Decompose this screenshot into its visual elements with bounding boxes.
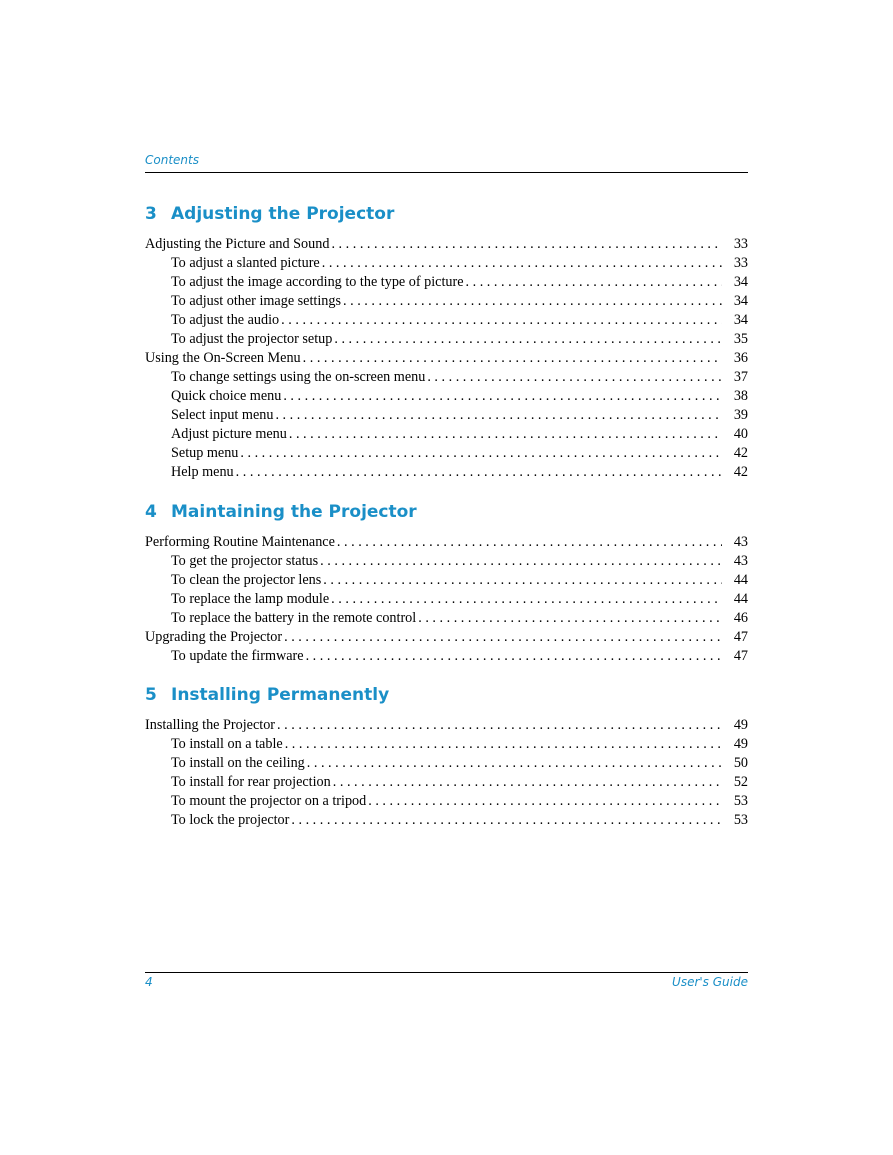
dot-leader (333, 774, 722, 791)
toc-page-number: 46 (733, 610, 748, 626)
dot-leader (307, 755, 722, 772)
dot-leader (323, 572, 722, 589)
chapter-heading (145, 684, 748, 706)
toc-page-number: 37 (733, 369, 748, 385)
toc-entry-label: To update the firmware (171, 648, 304, 664)
dot-leader (320, 553, 722, 570)
dot-leader (322, 255, 722, 272)
toc-page-number: 52 (733, 774, 748, 790)
dot-leader (427, 369, 722, 386)
dot-leader (418, 610, 722, 627)
toc-page-number: 42 (733, 445, 748, 461)
dot-leader (275, 407, 722, 424)
toc-subentry[interactable] (145, 331, 748, 350)
toc-page-number: 34 (733, 293, 748, 309)
toc-entry-label: To clean the projector lens (171, 572, 322, 588)
chapter-title: Installing Permanently (171, 685, 390, 705)
toc-page-number: 43 (733, 534, 748, 550)
chapter-heading (145, 501, 748, 523)
toc-entry-label: To adjust the projector setup (171, 331, 333, 347)
dot-leader (291, 812, 722, 829)
dot-leader (337, 534, 722, 551)
toc-page-number: 38 (733, 388, 748, 404)
toc-subentry[interactable] (145, 407, 748, 426)
toc-entry-label: Upgrading the Projector (145, 629, 283, 645)
chapter-section (145, 203, 748, 483)
footer-rule (145, 972, 748, 973)
dot-leader (306, 648, 722, 665)
toc-entry-label: To replace the lamp module (171, 591, 330, 607)
toc-subentry[interactable] (145, 388, 748, 407)
chapter-section (145, 684, 748, 831)
toc-entry[interactable] (145, 629, 748, 648)
toc-subentry[interactable] (145, 274, 748, 293)
toc-page-number: 53 (733, 793, 748, 809)
toc-subentry[interactable] (145, 648, 748, 667)
toc-entry-label: Installing the Projector (145, 717, 276, 733)
toc-entry-label: To adjust other image settings (171, 293, 342, 309)
toc-subentry[interactable] (145, 572, 748, 591)
dot-leader (466, 274, 722, 291)
toc-entry-label: To install for rear projection (171, 774, 331, 790)
toc-entry[interactable] (145, 717, 748, 736)
toc-entry[interactable] (145, 236, 748, 255)
toc-entry-label: Performing Routine Maintenance (145, 534, 335, 550)
dot-leader (334, 331, 722, 348)
dot-leader (240, 445, 722, 462)
toc-subentry[interactable] (145, 369, 748, 388)
header-rule (145, 172, 748, 173)
dot-leader (289, 426, 722, 443)
toc-entry-label: Setup menu (171, 445, 239, 461)
footer-page-number: 4 (145, 975, 153, 989)
dot-leader (331, 591, 722, 608)
toc-page-number: 44 (733, 572, 748, 588)
dot-leader (303, 350, 722, 367)
toc-entry-label: To adjust a slanted picture (171, 255, 320, 271)
toc-subentry[interactable] (145, 755, 748, 774)
toc-page-number: 47 (733, 648, 748, 664)
toc-entry-label: To install on a table (171, 736, 283, 752)
toc-entry[interactable] (145, 534, 748, 553)
toc-page-number: 53 (733, 812, 748, 828)
dot-leader (368, 793, 722, 810)
toc-subentry[interactable] (145, 426, 748, 445)
toc-page-number: 49 (733, 736, 748, 752)
dot-leader (277, 717, 722, 734)
toc-page-number: 43 (733, 553, 748, 569)
toc-entry-label: Select input menu (171, 407, 274, 423)
toc-page-number: 33 (733, 236, 748, 252)
toc-entry-label: To mount the projector on a tripod (171, 793, 367, 809)
toc-entry[interactable] (145, 350, 748, 369)
toc-page-number: 33 (733, 255, 748, 271)
footer-guide-title: User's Guide (672, 975, 748, 989)
toc-entry-label: Using the On-Screen Menu (145, 350, 301, 366)
dot-leader (284, 629, 722, 646)
toc-entry-label: Adjust picture menu (171, 426, 287, 442)
toc-page-number: 36 (733, 350, 748, 366)
toc-entry-label: Adjusting the Picture and Sound (145, 236, 330, 252)
toc-page-number: 34 (733, 274, 748, 290)
toc-page-number: 50 (733, 755, 748, 771)
toc-subentry[interactable] (145, 255, 748, 274)
toc-subentry[interactable] (145, 774, 748, 793)
dot-leader (343, 293, 722, 310)
toc-subentry[interactable] (145, 736, 748, 755)
dot-leader (283, 388, 722, 405)
toc-subentry[interactable] (145, 464, 748, 483)
dot-leader (236, 464, 722, 481)
chapter-number: 4 (145, 502, 157, 522)
dot-leader (331, 236, 722, 253)
toc-entry-label: To adjust the image according to the type of picture (171, 274, 464, 290)
chapter-title: Adjusting the Projector (171, 204, 395, 224)
toc-entry-label: To replace the battery in the remote control (171, 610, 417, 626)
toc-page-number: 39 (733, 407, 748, 423)
chapter-number: 3 (145, 204, 157, 224)
toc-subentry[interactable] (145, 553, 748, 572)
toc-subentry[interactable] (145, 293, 748, 312)
toc-page-number: 35 (733, 331, 748, 347)
dot-leader (285, 736, 722, 753)
toc-page-number: 34 (733, 312, 748, 328)
toc-page-number: 40 (733, 426, 748, 442)
toc-subentry[interactable] (145, 793, 748, 812)
toc-entry-label: Quick choice menu (171, 388, 282, 404)
toc-subentry[interactable] (145, 312, 748, 331)
toc-page-number: 47 (733, 629, 748, 645)
chapter-heading (145, 203, 748, 225)
toc-subentry[interactable] (145, 610, 748, 629)
toc-entry-label: Help menu (171, 464, 234, 480)
toc-subentry[interactable] (145, 445, 748, 464)
toc-entry-label: To lock the projector (171, 812, 290, 828)
toc-subentry[interactable] (145, 591, 748, 610)
chapter-section (145, 501, 748, 667)
toc-page-number: 49 (733, 717, 748, 733)
toc-page-number: 42 (733, 464, 748, 480)
toc-page-number: 44 (733, 591, 748, 607)
dot-leader (281, 312, 722, 329)
toc-subentry[interactable] (145, 812, 748, 831)
toc-entry-label: To install on the ceiling (171, 755, 305, 771)
toc-entry-label: To adjust the audio (171, 312, 280, 328)
chapter-number: 5 (145, 685, 157, 705)
chapter-title: Maintaining the Projector (171, 502, 417, 522)
running-head: Contents (145, 153, 199, 167)
toc-entry-label: To get the projector status (171, 553, 319, 569)
toc-entry-label: To change settings using the on-screen menu (171, 369, 426, 385)
